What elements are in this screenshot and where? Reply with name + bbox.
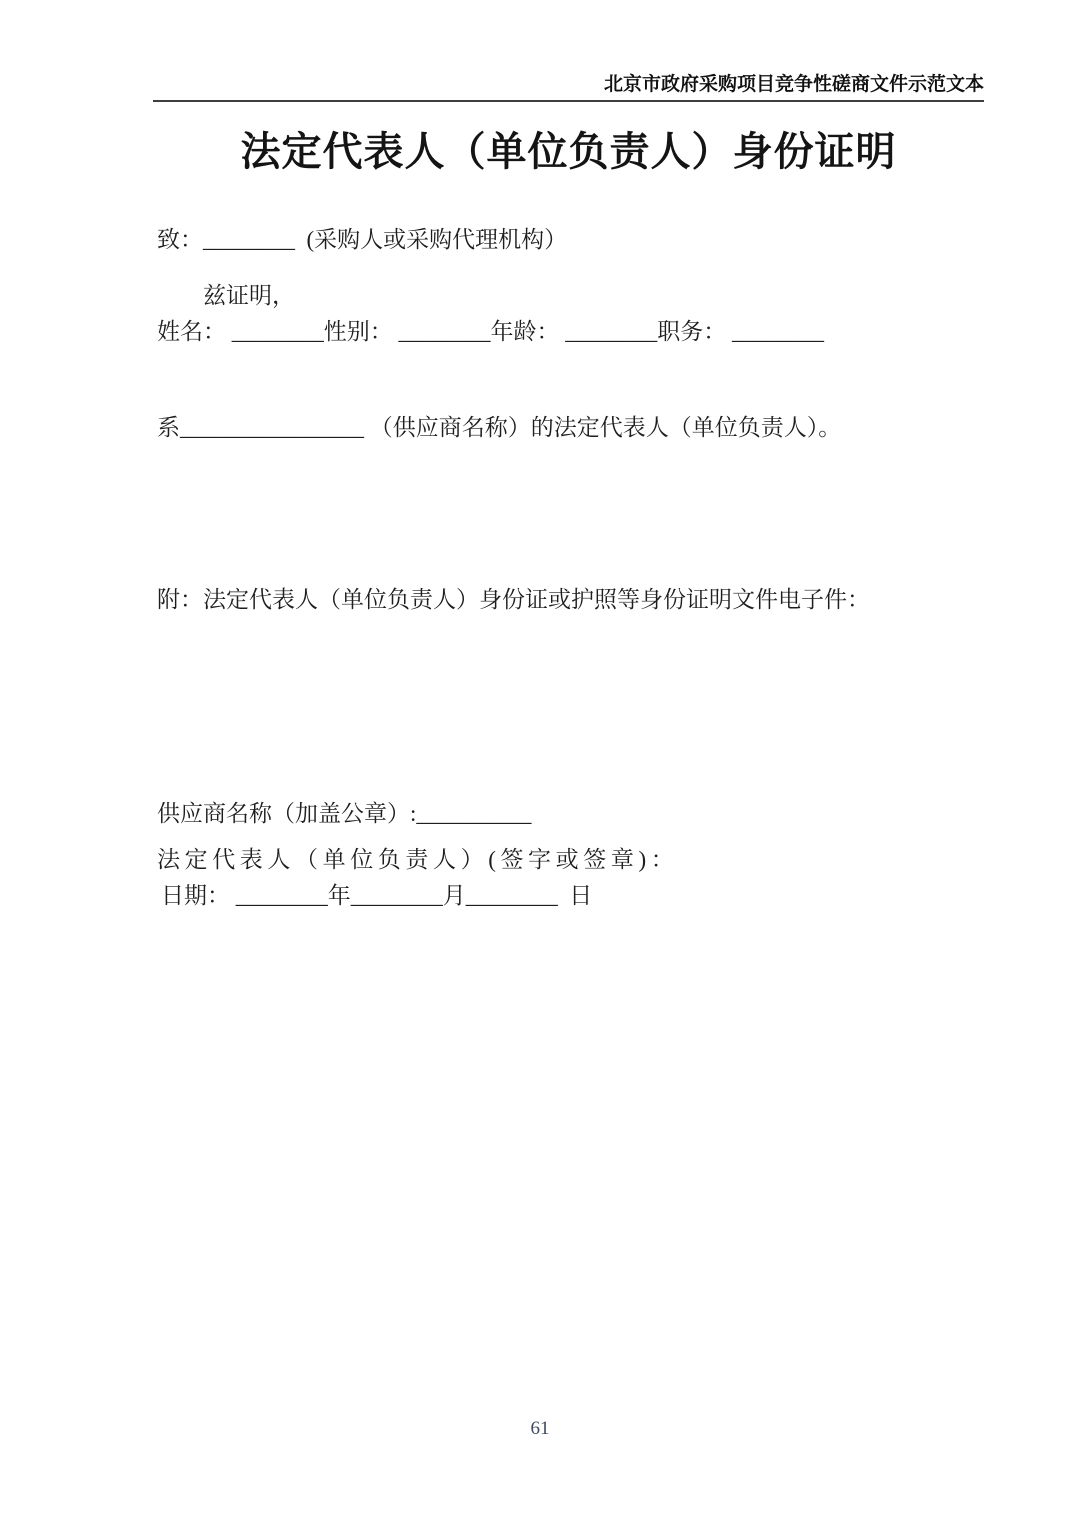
form-line-supplier-seal: 供应商名称（加盖公章）:__________ [157,801,532,826]
form-line-supplier-representative: 系________________ （供应商名称）的法定代表人（单位负责人）。 [157,415,842,440]
form-line-certify: 兹证明， [203,283,295,308]
form-line-addressee: 致：________ (采购人或采购代理机构） [157,227,568,252]
form-line-date: 日期： ________年________月________ 日 [161,883,593,908]
form-line-attachment-note: 附：法定代表人（单位负责人）身份证或护照等身份证明文件电子件： [157,587,870,612]
form-line-signature: 法定代表人（单位负责人）(签字或签章)： [157,847,679,872]
header-divider-rule [153,100,984,102]
page-number: 61 [530,1418,550,1439]
form-line-personal-info: 姓名： ________性别： ________年龄： ________职务： ________ [157,319,824,344]
page-title: 法定代表人（单位负责人）身份证明 [240,129,897,174]
document-header-text: 北京市政府采购项目竞争性磋商文件示范文本 [603,74,984,95]
